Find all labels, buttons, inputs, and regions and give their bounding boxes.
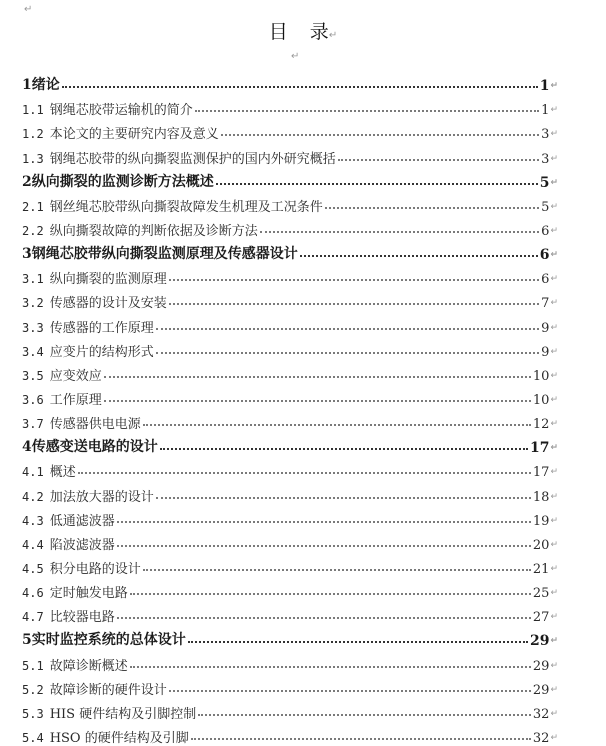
toc-entry-title [22, 582, 128, 601]
paragraph-mark: ↵ [550, 684, 558, 695]
toc-entry-number: 4.2 [22, 489, 44, 504]
toc-page-number: 5 [539, 174, 550, 191]
toc-entry-number: 4.3 [22, 513, 44, 528]
paragraph-mark: ↵ [550, 298, 558, 309]
toc-entry-label: 陷波滤波器 [49, 537, 115, 553]
toc-section-entry[interactable] [22, 577, 558, 601]
toc-entry-title [22, 727, 189, 746]
toc-entry-label: 钢丝绳芯胶带纵向撕裂故障发生机理及工况条件 [49, 199, 323, 215]
dot-leader [221, 134, 539, 136]
dot-leader [198, 714, 531, 716]
paragraph-mark: ↵ [550, 515, 558, 526]
toc-entry-number: 3.2 [22, 296, 44, 311]
toc-entry-title [22, 74, 60, 94]
toc-page-number: 17 [529, 440, 550, 457]
toc-entry-label: 纵向撕裂故障的判断依据及诊断方法 [49, 223, 258, 239]
toc-section-entry[interactable] [22, 480, 558, 504]
toc-section-entry[interactable] [22, 553, 558, 577]
dot-leader [325, 207, 539, 209]
page-title [0, 18, 606, 50]
toc-entry-label: 应变效应 [49, 368, 102, 384]
dot-leader [160, 448, 528, 450]
dot-leader [78, 472, 531, 474]
toc-entry-label: 比较器电路 [49, 610, 115, 626]
paragraph-mark: ↵ [550, 419, 558, 430]
toc-entry-title [22, 243, 298, 263]
toc-entry-title [22, 413, 141, 432]
toc-page-number: 19 [532, 513, 550, 529]
toc-page-number: 20 [532, 537, 550, 553]
toc-page-number: 3 [541, 151, 550, 167]
toc-entry-number: 3.6 [22, 392, 44, 407]
toc-entry-label: 钢绳芯胶带纵向撕裂监测原理及传感器设计 [31, 246, 298, 263]
dot-leader [104, 376, 531, 378]
toc-entry-title [22, 196, 323, 215]
toc-entry-title [22, 292, 167, 311]
toc-page-number: 25 [532, 586, 550, 602]
toc-page-number: 9 [541, 344, 550, 360]
dot-leader [169, 303, 539, 305]
toc-entry-label: 钢绳芯胶带的纵向撕裂监测保护的国内外研究概括 [49, 151, 336, 167]
toc-entry-number: 4.4 [22, 537, 44, 552]
toc-entry-number: 1.3 [22, 151, 44, 166]
toc-section-entry[interactable] [22, 505, 558, 529]
toc-entry-number: 3.1 [22, 272, 44, 287]
toc-entry-label: 传感器供电电源 [49, 417, 141, 433]
toc-entry-title [22, 171, 214, 191]
toc-entry-label: 定时触发电路 [49, 586, 128, 602]
toc-section-entry[interactable] [22, 408, 558, 432]
toc-section-entry[interactable] [22, 336, 558, 360]
toc-entry-title [22, 99, 193, 118]
toc-entry-title [22, 365, 102, 384]
toc-entry-title [22, 606, 115, 625]
toc-chapter-entry[interactable] [22, 70, 558, 94]
toc-section-entry[interactable] [22, 722, 558, 746]
toc-page-number: 5 [541, 199, 550, 215]
toc-entry-number: 2.2 [22, 223, 44, 238]
toc-entry-number: 1.1 [22, 103, 44, 118]
toc-page-number: 6 [539, 247, 550, 264]
dot-leader [143, 424, 531, 426]
paragraph-mark: ↵ [550, 660, 558, 671]
paragraph-mark: ↵ [550, 153, 558, 164]
toc-page-number: 12 [532, 417, 550, 433]
toc-entry-label: 钢绳芯胶带运输机的简介 [49, 103, 193, 119]
toc-page-number: 29 [532, 682, 550, 698]
paragraph-mark: ↵ [550, 708, 558, 719]
toc-page-number: 10 [532, 392, 550, 408]
dot-leader [130, 593, 531, 595]
paragraph-mark: ↵ [550, 250, 558, 261]
paragraph-mark: ↵ [550, 225, 558, 236]
toc-section-entry[interactable] [22, 601, 558, 625]
toc-entry-label: 传感器的工作原理 [49, 320, 154, 336]
dot-leader [156, 352, 539, 354]
toc-entry-label: 故障诊断概述 [49, 658, 128, 674]
toc-page-number: 6 [541, 272, 550, 288]
title-char-right: 录 [309, 21, 329, 43]
toc-entry-title [22, 655, 128, 674]
paragraph-mark: ↵ [550, 588, 558, 599]
toc-entry-title [22, 461, 76, 480]
toc-page-number: 18 [532, 489, 550, 505]
toc-entry-label: 加法放大器的设计 [49, 489, 154, 505]
paragraph-mark: ↵ [550, 81, 558, 92]
toc-entry-number: 3.5 [22, 368, 44, 383]
toc-section-entry[interactable] [22, 698, 558, 722]
toc-entry-label: 绪论 [31, 77, 60, 94]
toc-section-entry[interactable] [22, 142, 558, 166]
toc-section-entry[interactable] [22, 191, 558, 215]
toc-entry-label: 概述 [49, 465, 76, 481]
dot-leader [130, 666, 531, 668]
dot-leader [104, 400, 531, 402]
paragraph-mark: ↵ [550, 201, 558, 212]
toc-entry-number: 4.6 [22, 586, 44, 601]
table-of-contents [22, 70, 558, 746]
paragraph-mark: ↵ [550, 467, 558, 478]
toc-entry-number: 5.2 [22, 682, 44, 697]
toc-entry-label: 本论文的主要研究内容及意义 [49, 127, 219, 143]
toc-entry-number: 4.5 [22, 561, 44, 576]
toc-entry-title [22, 317, 154, 336]
paragraph-mark: ↵ [550, 370, 558, 381]
toc-entry-title [22, 123, 219, 142]
dot-leader [260, 231, 539, 233]
dot-leader [169, 279, 539, 281]
dot-leader [117, 617, 531, 619]
toc-page-number: 6 [541, 223, 550, 239]
toc-page-number: 32 [532, 706, 550, 722]
dot-leader [216, 183, 538, 185]
toc-section-entry[interactable] [22, 311, 558, 335]
toc-section-entry[interactable] [22, 263, 558, 287]
toc-entry-number: 4.1 [22, 465, 44, 480]
toc-entry-title [22, 703, 196, 722]
toc-entry-number: 3.3 [22, 320, 44, 335]
toc-page-number: 7 [541, 296, 550, 312]
toc-page-number: 29 [532, 658, 550, 674]
toc-page-number: 10 [532, 368, 550, 384]
toc-section-entry[interactable] [22, 215, 558, 239]
toc-entry-label: 传感变送电路的设计 [31, 439, 158, 456]
toc-entry-number: 5.4 [22, 730, 44, 745]
toc-page-number: 32 [532, 730, 550, 746]
toc-section-entry[interactable] [22, 94, 558, 118]
paragraph-mark: ↵ [550, 563, 558, 574]
dot-leader [62, 86, 538, 88]
toc-entry-number: 2 [22, 173, 32, 190]
toc-entry-title [22, 534, 115, 553]
toc-section-entry[interactable] [22, 384, 558, 408]
toc-entry-label: HIS 硬件结构及引脚控制 [49, 706, 197, 722]
paragraph-mark: ↵ [328, 30, 338, 41]
dot-leader [117, 545, 531, 547]
toc-entry-number: 4.7 [22, 610, 44, 625]
toc-entry-title [22, 389, 102, 408]
toc-entry-title [22, 268, 167, 287]
toc-entry-title [22, 341, 154, 360]
paragraph-mark: ↵ [550, 105, 558, 116]
toc-page-number: 1 [539, 78, 550, 95]
toc-entry-number: 1 [22, 77, 32, 94]
toc-entry-number: 5.1 [22, 658, 44, 673]
toc-entry-title [22, 510, 115, 529]
paragraph-mark: ↵ [550, 322, 558, 333]
paragraph-mark: ↵ [550, 732, 558, 743]
toc-entry-label: 纵向撕裂的监测原理 [49, 272, 167, 288]
toc-entry-label: 传感器的设计及安装 [49, 296, 167, 312]
paragraph-mark: ↵ [24, 4, 33, 15]
toc-page-number: 21 [532, 561, 550, 577]
toc-section-entry[interactable] [22, 529, 558, 553]
toc-entry-title [22, 558, 141, 577]
title-char-left: 目 [268, 21, 288, 43]
paragraph-mark: ↵ [550, 394, 558, 405]
paragraph-mark: ↵ [550, 346, 558, 357]
toc-entry-label: HSO 的硬件结构及引脚 [49, 730, 189, 746]
dot-leader [156, 328, 539, 330]
toc-chapter-entry[interactable] [22, 239, 558, 263]
toc-page-number: 29 [529, 633, 550, 650]
toc-entry-label: 工作原理 [49, 392, 102, 408]
dot-leader [338, 159, 539, 161]
toc-page-number: 3 [541, 127, 550, 143]
dot-leader [195, 110, 539, 112]
paragraph-mark: ↵ [550, 636, 558, 647]
dot-leader [300, 255, 538, 257]
toc-entry-title [22, 629, 186, 649]
paragraph-mark: ↵ [550, 491, 558, 502]
toc-page-number: 27 [532, 610, 550, 626]
toc-entry-label: 故障诊断的硬件设计 [49, 682, 167, 698]
toc-entry-title [22, 486, 154, 505]
toc-page-number: 17 [532, 465, 550, 481]
toc-chapter-entry[interactable] [22, 625, 558, 649]
paragraph-mark: ↵ [550, 539, 558, 550]
toc-chapter-entry[interactable] [22, 167, 558, 191]
toc-section-entry[interactable] [22, 287, 558, 311]
toc-section-entry[interactable] [22, 456, 558, 480]
paragraph-mark: ↵ [550, 129, 558, 140]
toc-entry-title [22, 436, 158, 456]
toc-chapter-entry[interactable] [22, 432, 558, 456]
paragraph-mark: ↵ [550, 612, 558, 623]
dot-leader [188, 641, 528, 643]
toc-entry-label: 积分电路的设计 [49, 561, 141, 577]
paragraph-mark: ↵ [550, 177, 558, 188]
toc-entry-number: 5 [22, 632, 32, 649]
dot-leader [156, 497, 531, 499]
toc-entry-label: 纵向撕裂的监测诊断方法概述 [31, 173, 214, 190]
toc-entry-number: 3 [22, 246, 32, 263]
toc-entry-number: 4 [22, 439, 32, 456]
toc-entry-number: 1.2 [22, 127, 44, 142]
toc-entry-title [22, 679, 167, 698]
toc-entry-title [22, 148, 336, 167]
dot-leader [169, 690, 531, 692]
toc-page-number: 9 [541, 320, 550, 336]
paragraph-mark: ↵ [550, 443, 558, 454]
dot-leader [191, 738, 531, 740]
toc-entry-title [22, 220, 258, 239]
toc-section-entry[interactable] [22, 118, 558, 142]
toc-entry-number: 3.7 [22, 417, 44, 432]
toc-entry-number: 2.1 [22, 199, 44, 214]
paragraph-mark: ↵ [291, 51, 300, 62]
toc-page-number: 1 [541, 103, 550, 119]
paragraph-mark: ↵ [550, 274, 558, 285]
dot-leader [117, 521, 531, 523]
toc-section-entry[interactable] [22, 360, 558, 384]
toc-entry-label: 实时监控系统的总体设计 [31, 632, 186, 649]
toc-entry-label: 低通滤波器 [49, 513, 115, 529]
toc-section-entry[interactable] [22, 674, 558, 698]
dot-leader [143, 569, 531, 571]
toc-section-entry[interactable] [22, 649, 558, 673]
toc-entry-number: 5.3 [22, 706, 44, 721]
toc-entry-number: 3.4 [22, 344, 44, 359]
toc-entry-label: 应变片的结构形式 [49, 344, 154, 360]
